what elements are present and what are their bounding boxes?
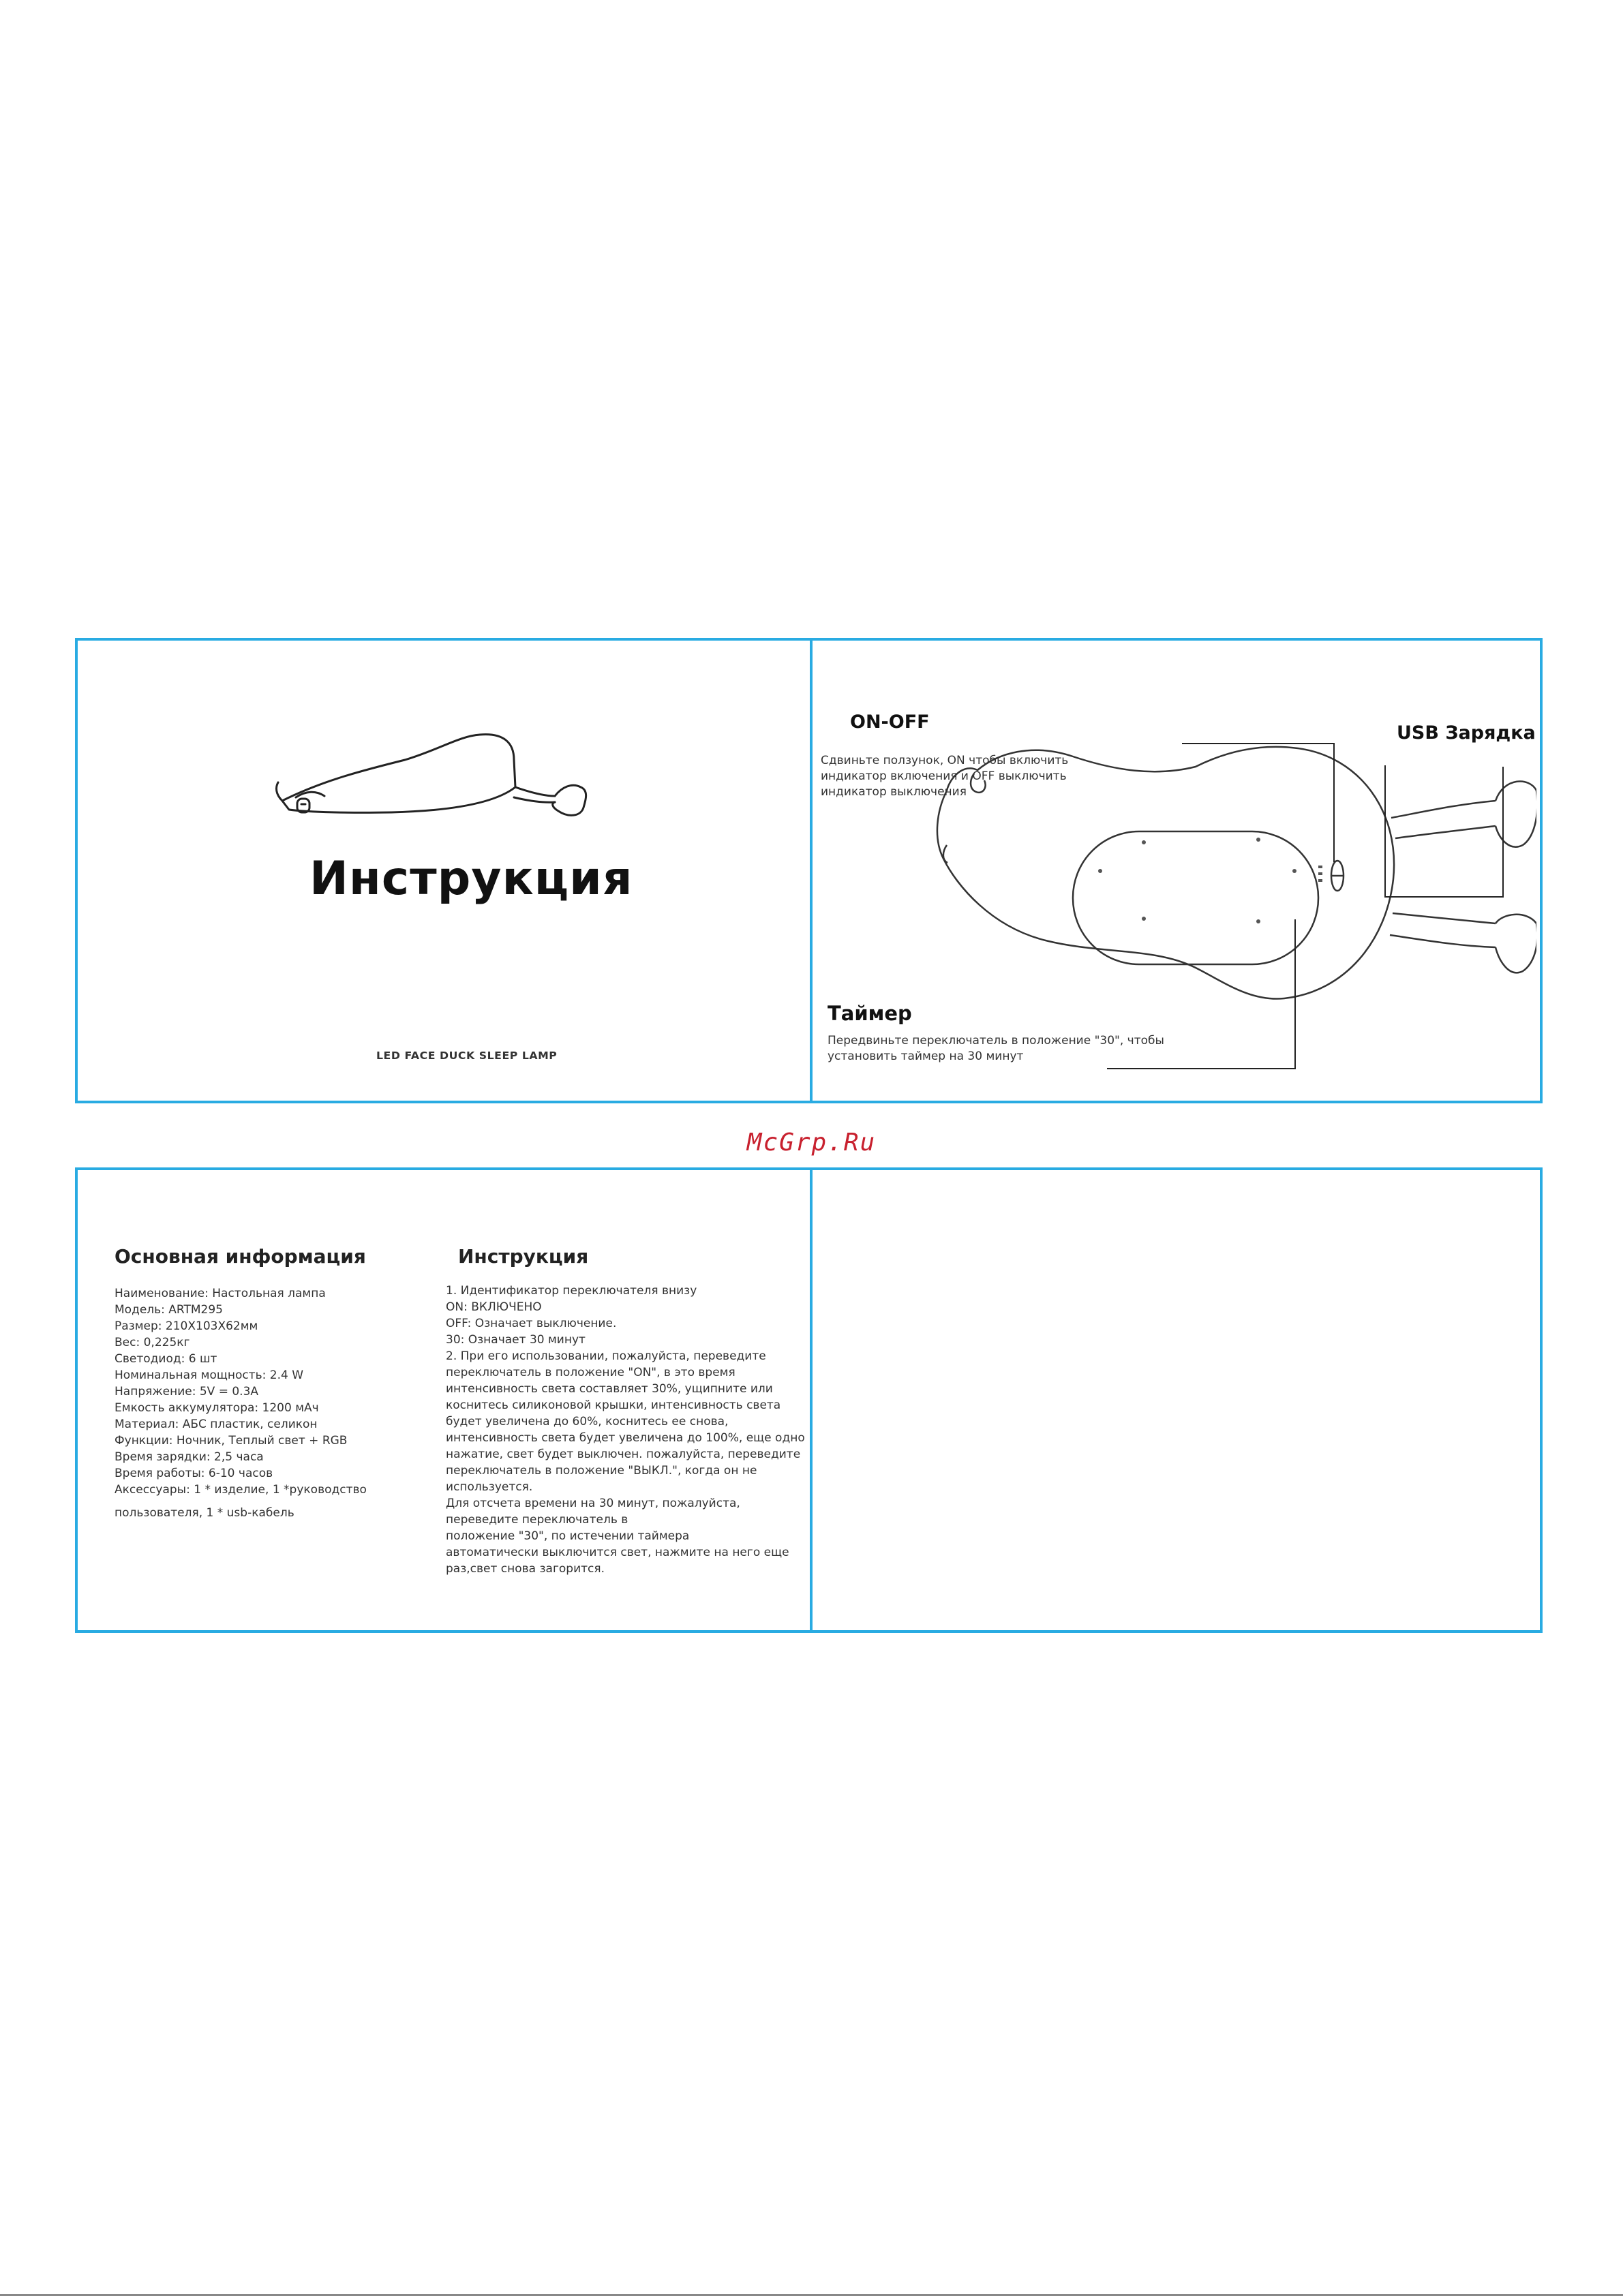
usb-heading: USB Зарядка	[1397, 722, 1536, 744]
cover-title: Инструкция	[309, 852, 633, 906]
timer-heading: Таймер	[828, 1002, 912, 1025]
watermark: McGrp.Ru	[746, 1129, 877, 1157]
info-line: Вес: 0,225кг	[115, 1336, 190, 1349]
duck-lamp-icon	[269, 722, 705, 831]
info-line: пользователя, 1 * usb-кабель	[115, 1506, 294, 1520]
timer-description	[828, 1033, 1164, 1065]
instruction-line: 1. Идентификатор переключателя внизу	[446, 1284, 697, 1298]
info-line: Светодиод: 6 шт	[115, 1352, 217, 1366]
instruction-line: ON: ВКЛЮЧЕНО	[446, 1300, 542, 1314]
instructions-section	[446, 1245, 805, 1577]
instruction-line: 2. При его использовании, пожалуйста, переведите	[446, 1349, 766, 1363]
instructions-list	[446, 1283, 805, 1577]
timer-line: Передвиньте переключатель в положение "30", чтобы	[828, 1034, 1164, 1047]
instruction-line: коснитесь силиконовой крышки, интенсивность света	[446, 1398, 781, 1412]
lamp-bottom-diagram	[814, 641, 1536, 1101]
instruction-line: 30: Означает 30 минут	[446, 1333, 586, 1347]
top-sheet	[75, 638, 1543, 1103]
instructions-title: Инструкция	[458, 1245, 589, 1268]
instruction-line: OFF: Означает выключение.	[446, 1317, 617, 1330]
instruction-line: переключатель в положение "ВЫКЛ.", когда он не	[446, 1464, 757, 1478]
instruction-line: нажатие, свет будет выключен. пожалуйста, переведите	[446, 1448, 801, 1461]
info-line: Время зарядки: 2,5 часа	[115, 1450, 264, 1464]
instruction-line: интенсивность света будет увеличена до 100%, еще одно	[446, 1431, 805, 1445]
on-off-line: индикатор включения и OFF выключить	[821, 769, 1067, 783]
info-line: Время работы: 6-10 часов	[115, 1467, 273, 1480]
instruction-line: Для отсчета времени на 30 минут, пожалуйста,	[446, 1497, 740, 1510]
instruction-line: переключатель в положение "ON", в это время	[446, 1366, 735, 1379]
info-line: Функции: Ночник, Теплый свет + RGB	[115, 1434, 348, 1448]
info-line: Модель: ARTM295	[115, 1303, 224, 1317]
instruction-line: будет увеличена до 60%, коснитесь ее снова,	[446, 1415, 729, 1428]
on-off-line: Сдвиньте ползунок, ON чтобы включить	[821, 754, 1069, 767]
bottom-sheet	[75, 1167, 1543, 1633]
info-line: Размер: 210X103X62мм	[115, 1319, 258, 1333]
basic-info-section	[115, 1245, 367, 1521]
on-off-description	[821, 753, 1068, 800]
cover-subtitle: LED FACE DUCK SLEEP LAMP	[376, 1050, 558, 1062]
info-line: Наименование: Настольная лампа	[115, 1287, 326, 1300]
info-line: Материал: АБС пластик, селикон	[115, 1418, 318, 1431]
instruction-line: интенсивность света составляет 30%, ущипните или	[446, 1382, 773, 1396]
on-off-line: индикатор выключения	[821, 785, 967, 799]
info-line: Емкость аккумулятора: 1200 мАч	[115, 1401, 319, 1415]
instruction-line: раз,свет снова загорится.	[446, 1562, 605, 1576]
info-line: Номинальная мощность: 2.4 W	[115, 1368, 304, 1382]
sheet-divider	[810, 641, 813, 1101]
info-line: Аксессуары: 1 * изделие, 1 *руководство	[115, 1483, 367, 1497]
instruction-line: автоматически выключится свет, нажмите на него еще	[446, 1546, 789, 1559]
instruction-line: положение "30", по истечении таймера	[446, 1529, 690, 1543]
sheet-divider	[810, 1170, 813, 1630]
timer-line: установить таймер на 30 минут	[828, 1050, 1024, 1063]
instruction-line: используется.	[446, 1480, 533, 1494]
on-off-heading: ON-OFF	[850, 711, 930, 733]
basic-info-title: Основная информация	[115, 1245, 366, 1268]
basic-info-list	[115, 1285, 367, 1521]
info-line: Напряжение: 5V = 0.3A	[115, 1385, 259, 1398]
instruction-line: переведите переключатель в	[446, 1513, 628, 1527]
